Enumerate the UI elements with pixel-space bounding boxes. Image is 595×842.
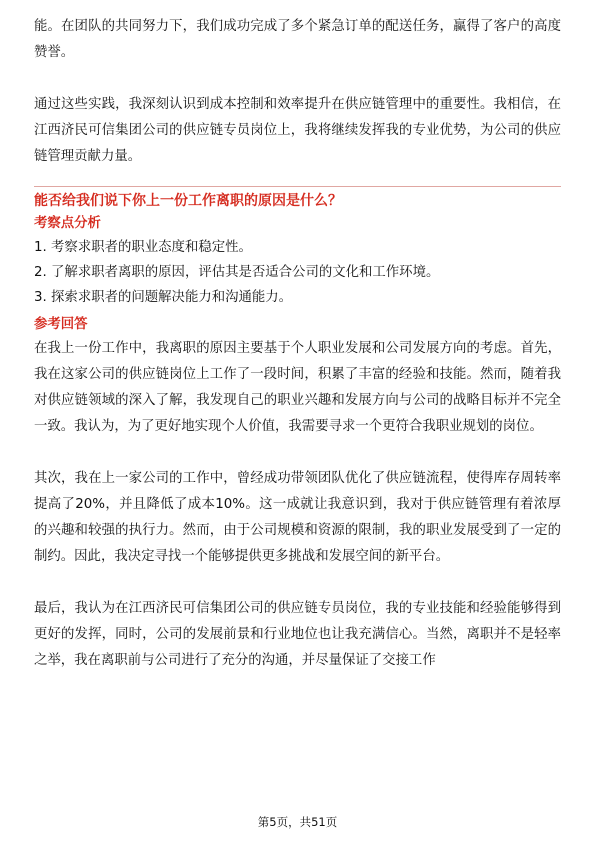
answer-paragraph-2: 其次，我在上一家公司的工作中，曾经成功带领团队优化了供应链流程，使得库存周转率提高了20%，并且降低了成本10%。这一成就让我意识到，我对于供应链管理有着浓厚的兴趣和较强的执行力。然而，由于公司规模和资源的限制，我的职业发展受到了一定的制约。因此，我决定寻找一个能够提供更多挑战和发展空间的新平台。 bbox=[34, 471, 561, 564]
analysis-item: 3. 探索求职者的问题解决能力和沟通能力。 bbox=[34, 290, 293, 305]
answer-paragraph-1: 在我上一份工作中，我离职的原因主要基于个人职业发展和公司发展方向的考虑。首先，我在这家公司的供应链岗位上工作了一段时间，积累了丰富的经验和技能。然而，随着我对供应链领域的深入了解，我发现自己的职业兴趣和发展方向与公司的战略目标并不完全一致。我认为，为了更好地实现个人价值，我需要寻求一个更符合我职业规划的岗位。 bbox=[34, 341, 561, 434]
spacer bbox=[34, 570, 561, 596]
analysis-heading: 考察点分析 bbox=[34, 216, 101, 231]
analysis-item: 1. 考察求职者的职业态度和稳定性。 bbox=[34, 240, 252, 255]
answer-heading: 参考回答 bbox=[34, 317, 88, 332]
page-number: 第5页，共51页 bbox=[257, 815, 338, 829]
spacer bbox=[34, 440, 561, 466]
intro-paragraph-2: 通过这些实践，我深刻认识到成本控制和效率提升在供应链管理中的重要性。我相信，在江西济民可信集团公司的供应链专员岗位上，我将继续发挥我的专业优势，为公司的供应链管理贡献力量。 bbox=[34, 97, 561, 164]
answer-paragraph-3: 最后，我认为在江西济民可信集团公司的供应链专员岗位，我的专业技能和经验能够得到更好的发挥，同时，公司的发展前景和行业地位也让我充满信心。当然，离职并不是轻率之举，我在离职前与公司进行了充分的沟通，并尽量保证了交接工作 bbox=[34, 601, 561, 668]
intro-paragraph-1: 能。在团队的共同努力下，我们成功完成了多个紧急订单的配送任务，赢得了客户的高度赞誉。 bbox=[34, 19, 561, 60]
page-content bbox=[34, 14, 561, 674]
spacer bbox=[34, 170, 561, 182]
spacer bbox=[34, 66, 561, 92]
question-title: 能否给我们说下你上一份工作离职的原因是什么？ bbox=[34, 193, 342, 209]
section-divider bbox=[34, 186, 561, 187]
analysis-item: 2. 了解求职者离职的原因，评估其是否适合公司的文化和工作环境。 bbox=[34, 265, 440, 280]
